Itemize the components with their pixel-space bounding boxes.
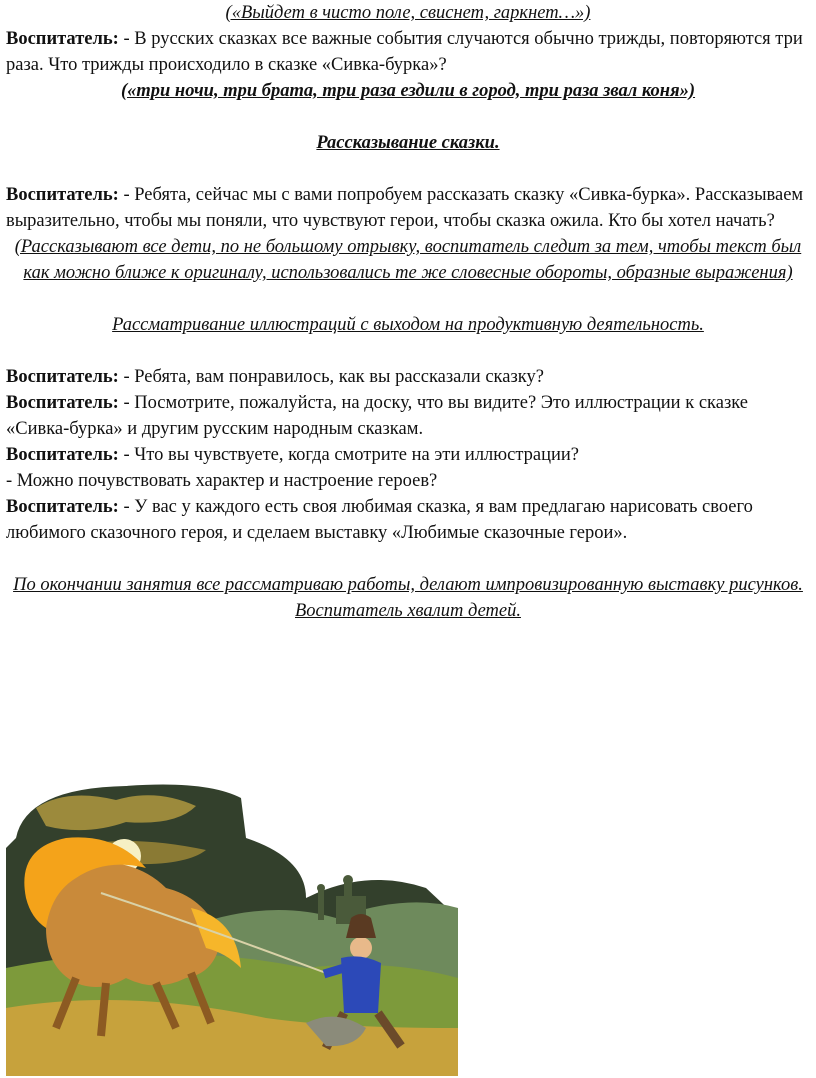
sivka-burka-illustration bbox=[6, 778, 458, 1076]
paragraph-1 bbox=[6, 26, 810, 78]
paragraph-text: - Посмотрите, пожалуйста, на доску, что вы видите? Это иллюстрации к сказке «Сивка-бурка» и другим русским народным сказкам. bbox=[6, 393, 748, 439]
paragraph-text: - У вас у каждого есть своя любимая сказка, я вам предлагаю нарисовать своего любимого сказочного героя, и сделаем выставку «Любимые сказочные герои». bbox=[6, 497, 753, 543]
section-heading-illustrations: Рассматривание иллюстраций с выходом на продуктивную деятельность. bbox=[112, 315, 704, 335]
speaker-label: Воспитатель: bbox=[6, 185, 119, 205]
paragraph-2 bbox=[6, 182, 810, 234]
speaker-label: Воспитатель: bbox=[6, 367, 119, 387]
paragraph-3 bbox=[6, 364, 810, 390]
speaker-label: Воспитатель: bbox=[6, 393, 119, 413]
storytelling-note: (Рассказывают все дети, по не большому отрывку, воспитатель следит за тем, чтобы текст был как можно ближе к оригиналу, использовались те же словесные обороты, образные выражения) bbox=[14, 237, 802, 283]
closing-line-2: Воспитатель хвалит детей. bbox=[295, 601, 521, 621]
paragraph-text: - Что вы чувствуете, когда смотрите на эти иллюстрации? bbox=[118, 445, 579, 465]
speaker-label: Воспитатель: bbox=[6, 445, 119, 465]
speaker-label: Воспитатель: bbox=[6, 29, 119, 49]
speaker-label: Воспитатель: bbox=[6, 497, 119, 517]
section-heading-storytelling: Рассказывание сказки. bbox=[316, 133, 500, 153]
paragraph-text: - Ребята, сейчас мы с вами попробуем рассказать сказку «Сивка-бурка». Рассказываем выразительно, чтобы мы поняли, что чувствуют герои, чтобы сказка ожила. Кто бы хотел начать? bbox=[6, 185, 804, 231]
paragraph-4 bbox=[6, 390, 810, 442]
paragraph-text: - Ребята, вам понравилось, как вы рассказали сказку? bbox=[118, 367, 544, 387]
paragraph-text: - В русских сказках все важные события случаются обычно трижды, повторяются три раза. Что трижды происходило в сказке «Сивка-бурка»? bbox=[6, 29, 803, 75]
paragraph-6: - Можно почувствовать характер и настроение героев? bbox=[6, 471, 438, 491]
paragraph-5 bbox=[6, 442, 810, 468]
paragraph-7 bbox=[6, 494, 810, 546]
quote-line: («Выйдет в чисто поле, свиснет, гаркнет…») bbox=[225, 3, 591, 23]
answer-line: («три ночи, три брата, три раза ездили в город, три раза звал коня») bbox=[120, 81, 696, 101]
closing-line-1: По окончании занятия все рассматриваю работы, делают импровизированную выставку рисунков. bbox=[13, 575, 803, 595]
